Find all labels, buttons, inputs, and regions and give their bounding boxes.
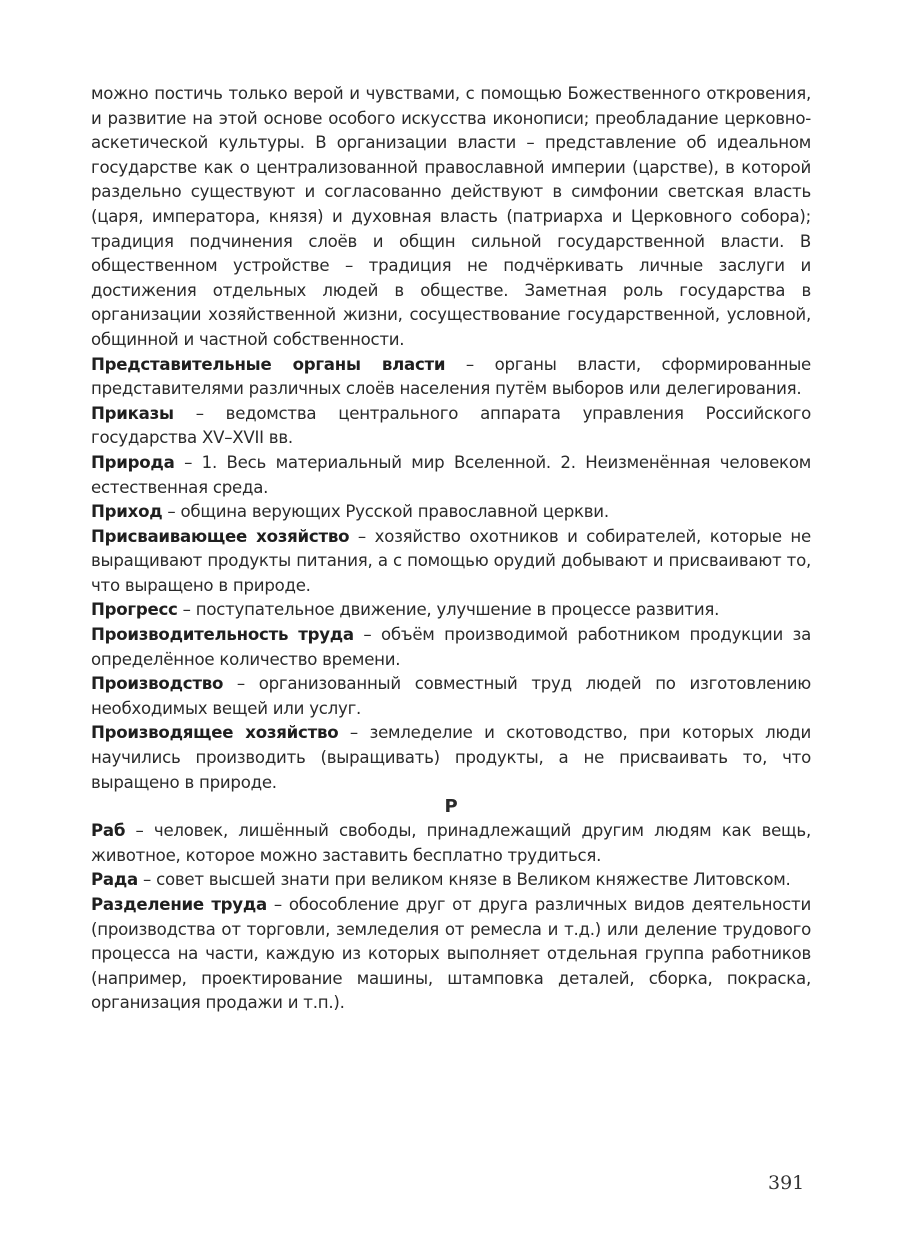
- glossary-term: Приказы: [91, 403, 174, 423]
- glossary-term: Раб: [91, 821, 126, 841]
- glossary-term: Представительные органы власти: [91, 354, 446, 374]
- continuation-paragraph: можно постичь только верой и чувствами, с помощью Божественного откровения, и развитие на этой основе особого искусства иконописи; преобладание церковно-аскетической культуры. В организации власти – представление об идеальном государстве как о централизованной православной империи (царстве), в которой раздельно существуют и согласованно действуют в симфонии светская власть (царя, императора, князя) и духовная власть (патриарха и Церковного собора); традиция подчинения слоёв и общин сильной государственной власти. В общественном устройстве – традиция не подчёркивать личные заслуги и достижения отдельных людей в обществе. Заметная роль государства в организации хозяйственной жизни, сосуществование государственной, условной, общинной и частной собственности.: [91, 84, 811, 349]
- glossary-definition: – земледелие и скотоводство, при которых люди научились производить (выращивать) продукты, а не присваивать то, что выращено в природе.: [91, 723, 811, 792]
- glossary-entry: [91, 868, 811, 893]
- glossary-term: Производящее хозяйство: [91, 723, 339, 743]
- glossary-entry: [91, 623, 811, 672]
- glossary-term: Производительность труда: [91, 625, 354, 645]
- glossary-entry: [91, 721, 811, 795]
- glossary-entry: [91, 598, 811, 623]
- glossary-term: Приход: [91, 502, 163, 522]
- glossary-definition: – объём производимой работником продукции за определённое количество времени.: [91, 625, 811, 669]
- glossary-definition: – поступательное движение, улучшение в процессе развития.: [177, 600, 720, 620]
- glossary-definition: – хозяйство охотников и собирателей, которые не выращивают продукты питания, а с помощью орудий добывают и присваивают то, что выращено в природе.: [91, 526, 811, 595]
- page-number: 391: [768, 1172, 805, 1194]
- glossary-entry: [91, 353, 811, 402]
- glossary-entry: [91, 819, 811, 868]
- glossary-definition: – организованный совместный труд людей по изготовлению необходимых вещей или услуг.: [91, 674, 811, 718]
- glossary-entry: [91, 500, 811, 525]
- glossary-entry: [91, 672, 811, 721]
- glossary-definition: – община верующих Русской православной церкви.: [162, 502, 609, 522]
- glossary-entry: [91, 525, 811, 599]
- glossary-term: Прогресс: [91, 600, 178, 620]
- glossary-entry: [91, 451, 811, 500]
- glossary-term: Разделение труда: [91, 895, 267, 914]
- glossary-term: Присваивающее хозяйство: [91, 526, 350, 546]
- glossary-entry: [91, 893, 811, 1016]
- section-letter-heading: Р: [444, 796, 458, 818]
- glossary-definition: – обособление друг от друга различных видов деятельности (производства от торговли, земледелия от ремесла и т.д.) или деление трудового процесса на части, каждую из которых выполняет отдельная группа работников (например, проектирование машины, штамповка деталей, сборка, покраска, организация продажи и т.п.).: [91, 895, 811, 1013]
- glossary-term: Природа: [91, 452, 175, 472]
- glossary-definition: – совет высшей знати при великом князе в Великом княжестве Литовском.: [137, 870, 791, 890]
- glossary-page: [91, 82, 811, 1016]
- glossary-definition: – органы власти, сформированные представителями различных слоёв населения путём выборов или делегирования.: [91, 354, 812, 399]
- glossary-entry: [91, 402, 811, 451]
- glossary-term: Производство: [91, 674, 224, 694]
- glossary-definition: – человек, лишённый свободы, принадлежащий другим людям как вещь, животное, которое можно заставить бесплатно трудиться.: [91, 821, 811, 865]
- glossary-definition: – ведомства центрального аппарата управления Российского государства XV–XVII вв.: [91, 403, 811, 448]
- glossary-definition: – 1. Весь материальный мир Вселенной. 2. Неизменённая человеком естественная среда.: [91, 452, 811, 497]
- glossary-term: Рада: [91, 870, 138, 890]
